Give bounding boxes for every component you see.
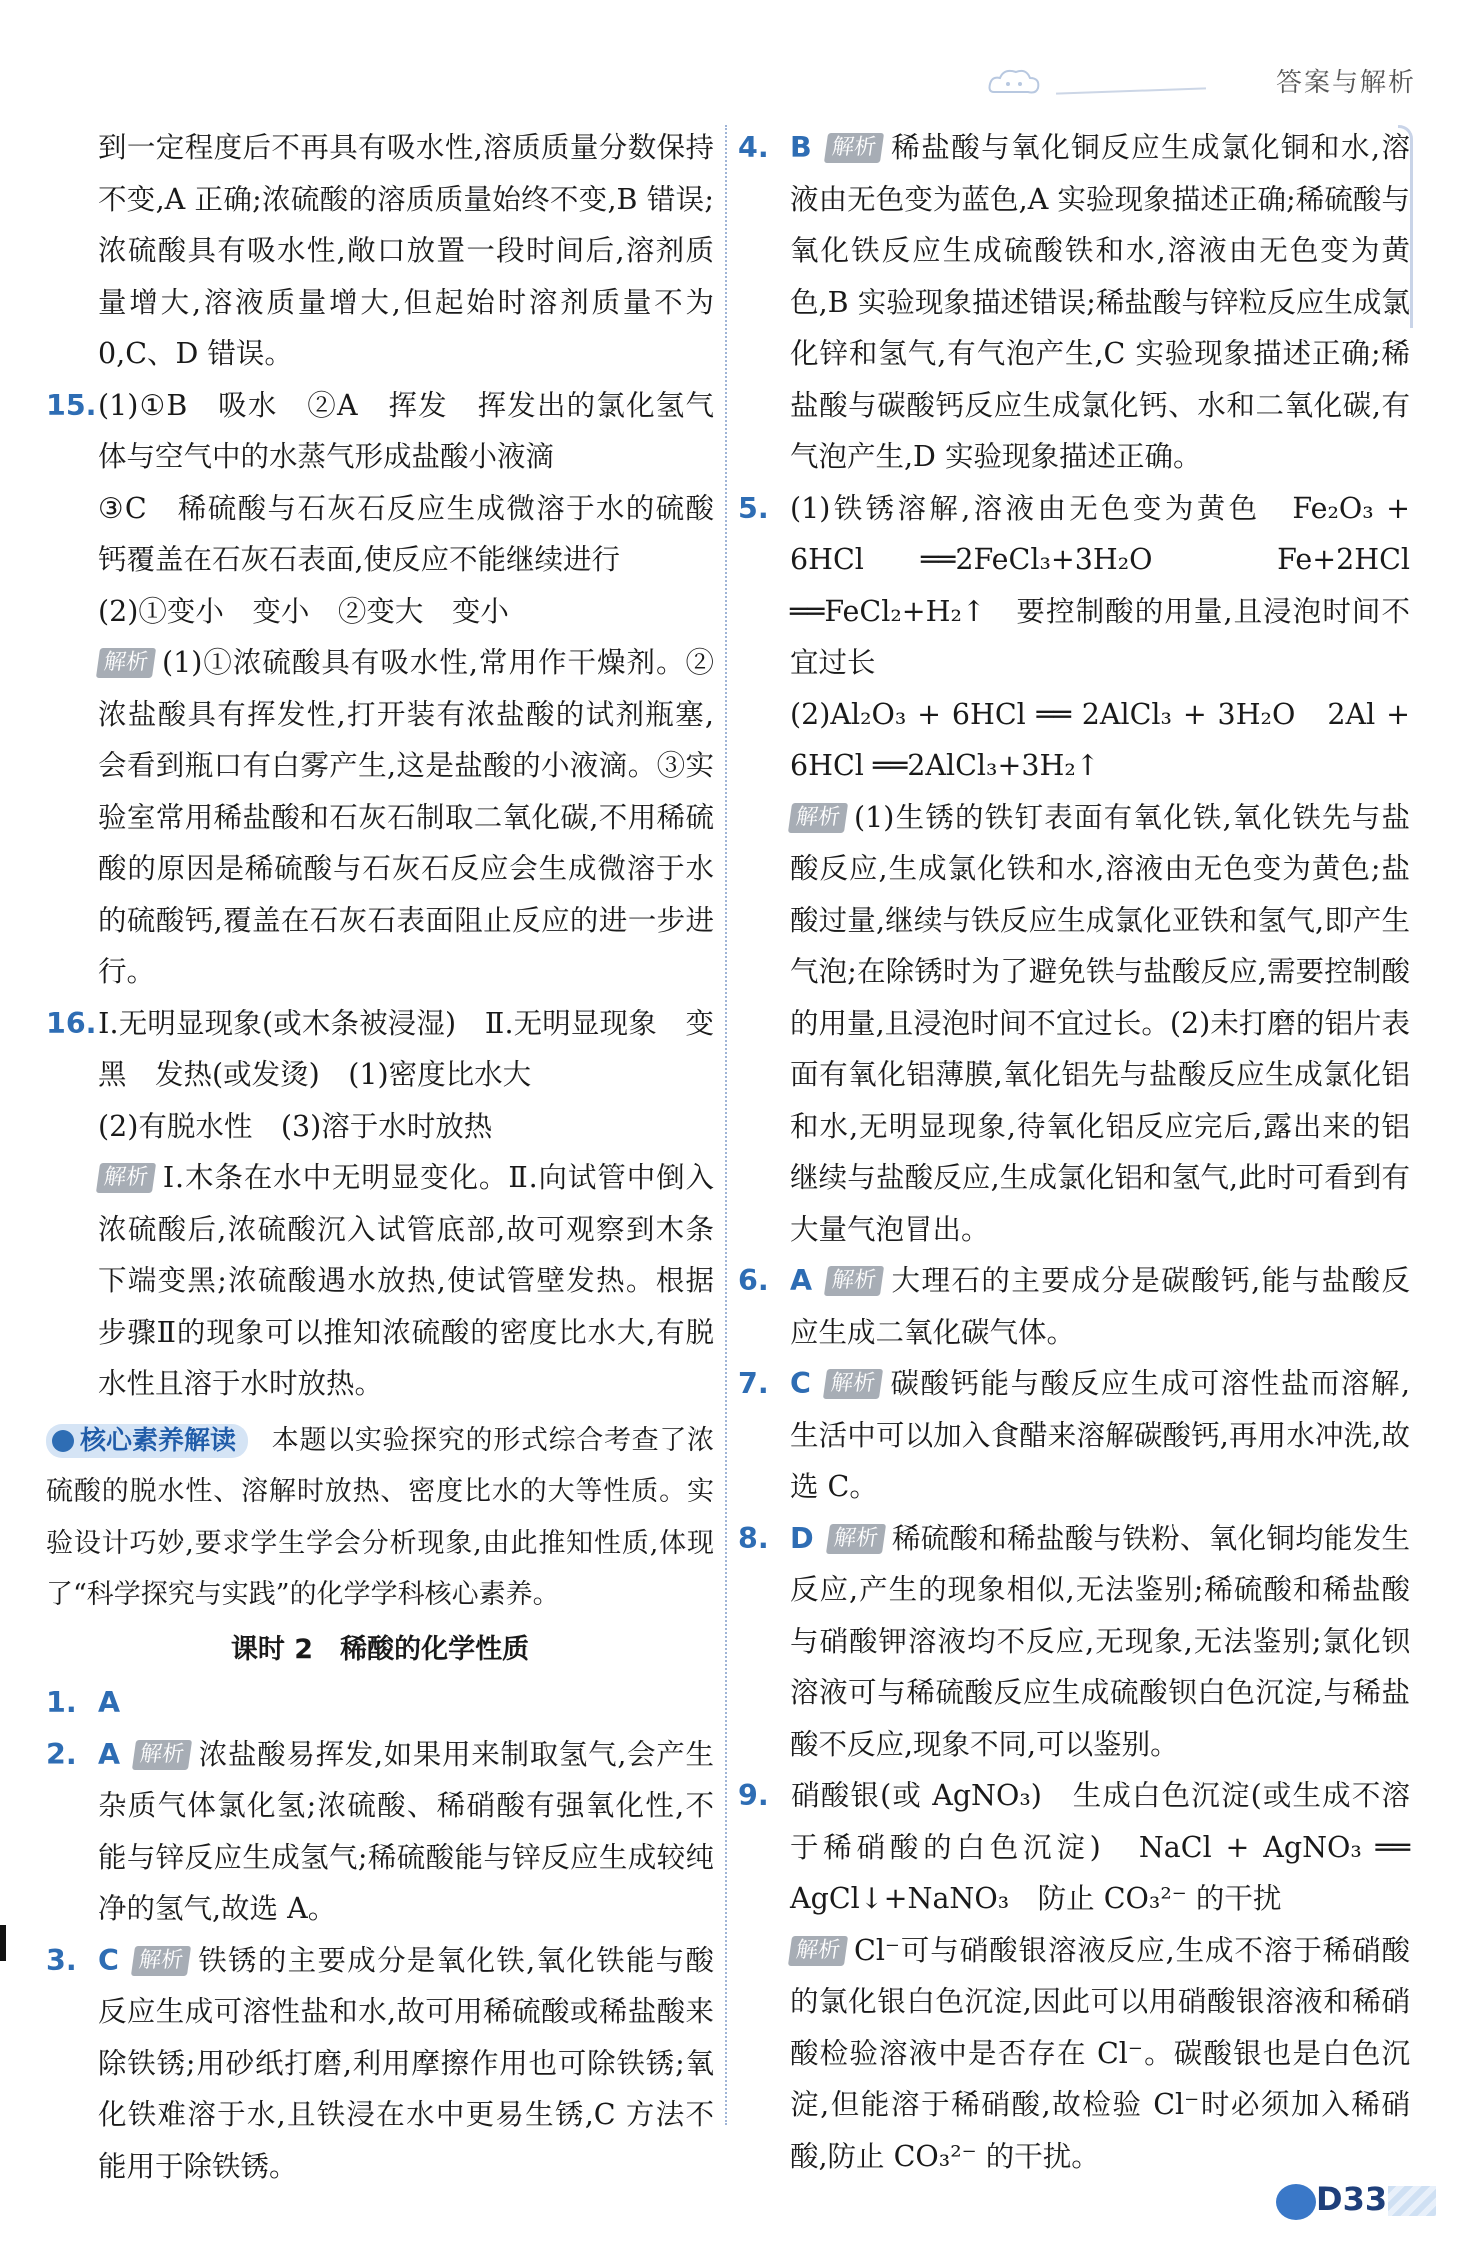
core-literacy-box bbox=[46, 1414, 714, 1620]
lesson-title: 课时 2 稀酸的化学性质 bbox=[230, 1633, 530, 1665]
question-number: 1. bbox=[46, 1686, 77, 1719]
analysis-tag: 解析 bbox=[823, 1369, 883, 1399]
cloud-figure-icon bbox=[986, 62, 1046, 102]
core-literacy-text: 本题以实验探究的形式综合考查了浓硫酸的脱水性、溶解时放热、密度比水的大等性质。实验设计巧妙,要求学生学会分析现象,由此推知性质,体现了“科学探究与实践”的化学学科核心素养。 bbox=[46, 1424, 715, 1610]
literacy-icon bbox=[52, 1430, 74, 1452]
question-number: 6. bbox=[738, 1264, 769, 1297]
analysis-text: (1)生锈的铁钉表面有氧化铁,氧化铁先与盐酸反应,生成氯化铁和水,溶液由无色变为黄色;盐酸过量,继续与铁反应生成氯化亚铁和氢气,即产生气泡;在除锈时为了避免铁与盐酸反应,需要控制酸的用量,且浸泡时间不宜过长。(2)未打磨的铝片表面有氧化铝薄膜,氧化铝先与盐酸反应生成氯化铝和水,无明显现象,待氧化铝反应完后,露出来的铝继续与盐酸反应,生成氯化铝和氢气,此时可看到有大量气泡冒出。 bbox=[790, 800, 1410, 1246]
continued-analysis: 到一定程度后不再具有吸水性,溶质质量分数保持不变,A 正确;浓硫酸的溶质质量始终不变,B 错误;浓硫酸具有吸水性,敞口放置一段时间后,溶剂质量增大,溶液质量增大,但起始时溶剂质量不为 0,C、D 错误。 bbox=[98, 131, 714, 370]
analysis-tag: 解析 bbox=[788, 803, 848, 833]
question-number: 9. bbox=[738, 1779, 769, 1812]
question-number: 7. bbox=[738, 1367, 769, 1400]
answer-text: (1)①B 吸水 ②A 挥发 挥发出的氯化氢气体与空气中的水蒸气形成盐酸小液滴 bbox=[98, 388, 714, 473]
left-column bbox=[46, 122, 714, 2192]
analysis-text: 稀盐酸与氧化铜反应生成氯化铜和水,溶液由无色变为蓝色,A 实验现象描述正确;稀硫酸与氧化铁反应生成硫酸铁和水,溶液由无色变为黄色,B 实验现象描述错误;稀盐酸与锌粒反应生成氯化锌和氢气,有气泡产生,C 实验现象描述正确;稀盐酸与碳酸钙反应生成氯化钙、水和二氧化碳,有气泡产生,D 实验现象描述正确。 bbox=[790, 131, 1410, 473]
answer-text: (1)铁锈溶解,溶液由无色变为黄色 Fe₂O₃ + 6HCl ══2FeCl₃+3H₂O Fe+2HCl ══FeCl₂+H₂↑ 要控制酸的用量,且浸泡时间不宜过长 bbox=[790, 491, 1410, 679]
analysis-tag: 解析 bbox=[824, 1266, 884, 1296]
right-column bbox=[738, 122, 1410, 2182]
answer-choice: A bbox=[98, 1686, 121, 1719]
answer-choice: D bbox=[790, 1521, 814, 1555]
analysis-text: 浓盐酸易挥发,如果用来制取氢气,会产生杂质气体氯化氢;浓硫酸、稀硝酸有强氧化性,不能与锌反应生成氢气;稀硫酸能与锌反应生成较纯净的氢气,故选 A。 bbox=[98, 1737, 714, 1925]
answer-choice: A bbox=[790, 1264, 813, 1297]
badge-label: 核心素养解读 bbox=[80, 1425, 237, 1456]
analysis-text: 稀硫酸和稀盐酸与铁粉、氧化铜均能发生反应,产生的现象相似,无法鉴别;稀硫酸和稀盐酸与硝酸钾溶液均不反应,无现象,无法鉴别;氯化钡溶液可与稀硫酸反应生成硫酸钡白色沉淀,与稀盐酸不反应,现象不同,可以鉴别。 bbox=[790, 1521, 1410, 1761]
answer-choice: C bbox=[790, 1367, 811, 1400]
analysis-text: 铁锈的主要成分是氧化铁,氧化铁能与酸反应生成可溶性盐和水,故可用稀硫酸或稀盐酸来除铁锈;用砂纸打磨,利用摩擦作用也可除铁锈;氧化铁难溶于水,且铁浸在水中更易生锈,C 方法不能用于除铁锈。 bbox=[98, 1943, 714, 2183]
page-badge-icon bbox=[1276, 2184, 1316, 2220]
page-number bbox=[1276, 2180, 1436, 2226]
question-number: 4. bbox=[738, 131, 769, 164]
question-number: 3. bbox=[46, 1943, 77, 1977]
analysis-text: Cl⁻可与硝酸银溶液反应,生成不溶于稀硝酸的氯化银白色沉淀,因此可以用硝酸银溶液和稀硝酸检验溶液中是否存在 Cl⁻。碳酸银也是白色沉淀,但能溶于稀硝酸,故检验 Cl⁻时必须加入稀硝酸,防止 CO₃²⁻ 的干扰。 bbox=[790, 1933, 1410, 2173]
answer-text: 硝酸银(或 AgNO₃) 生成白色沉淀(或生成不溶于稀硝酸的白色沉淀) NaCl + AgNO₃ ══ AgCl↓+NaNO₃ 防止 CO₃²⁻ 的干扰 bbox=[790, 1779, 1410, 1915]
question-8 bbox=[738, 1513, 1410, 1771]
answer-text: (2)有脱水性 (3)溶于水时放热 bbox=[98, 1109, 493, 1143]
question-15 bbox=[46, 380, 714, 998]
column-divider bbox=[725, 125, 727, 2125]
page-header bbox=[986, 58, 1416, 108]
question-3 bbox=[46, 1935, 714, 2193]
analysis-text: 大理石的主要成分是碳酸钙,能与盐酸反应生成二氧化碳气体。 bbox=[790, 1264, 1410, 1349]
question-number: 8. bbox=[738, 1521, 769, 1555]
analysis-tag: 解析 bbox=[131, 1946, 191, 1976]
analysis-tag: 解析 bbox=[824, 133, 884, 163]
question-number: 15. bbox=[46, 388, 97, 422]
analysis-text: 碳酸钙能与酸反应生成可溶性盐而溶解,生活中可以加入食醋来溶解碳酸钙,再用水冲洗,故选 C。 bbox=[790, 1367, 1410, 1503]
question-16 bbox=[46, 998, 714, 1410]
question-7 bbox=[738, 1358, 1410, 1513]
question-number: 5. bbox=[738, 491, 769, 525]
decorative-stripes bbox=[1388, 2186, 1436, 2216]
question-number: 16. bbox=[46, 1006, 97, 1040]
question-9 bbox=[738, 1770, 1410, 2182]
analysis-tag: 解析 bbox=[132, 1740, 192, 1770]
edge-mark bbox=[0, 1925, 6, 1961]
question-2 bbox=[46, 1729, 714, 1935]
question-4 bbox=[738, 122, 1410, 483]
answer-text: ③C 稀硫酸与石灰石反应生成微溶于水的硫酸钙覆盖在石灰石表面,使反应不能继续进行 bbox=[98, 491, 714, 576]
analysis-text: Ⅰ.木条在水中无明显变化。Ⅱ.向试管中倒入浓硫酸后,浓硫酸沉入试管底部,故可观察到木条下端变黑;浓硫酸遇水放热,使试管壁发热。根据步骤Ⅱ的现象可以推知浓硫酸的密度比水大,有脱水性且溶于水时放热。 bbox=[98, 1161, 714, 1400]
question-5 bbox=[738, 483, 1410, 1256]
header-line bbox=[1056, 87, 1206, 94]
question-number: 2. bbox=[46, 1737, 77, 1771]
answer-choice: B bbox=[790, 131, 812, 164]
answer-text: (2)①变小 变小 ②变大 变小 bbox=[98, 594, 509, 628]
analysis-tag: 解析 bbox=[826, 1524, 886, 1554]
answer-text: Ⅰ.无明显现象(或木条被浸湿) Ⅱ.无明显现象 变黑 发热(或发烫) (1)密度比水大 bbox=[98, 1006, 714, 1091]
analysis-text: (1)①浓硫酸具有吸水性,常用作干燥剂。②浓盐酸具有挥发性,打开装有浓盐酸的试剂瓶塞,会看到瓶口有白雾产生,这是盐酸的小液滴。③实验室常用稀盐酸和石灰石制取二氧化碳,不用稀硫酸的原因是稀硫酸与石灰石反应会生成微溶于水的硫酸钙,覆盖在石灰石表面阻止反应的进一步进行。 bbox=[98, 646, 714, 988]
analysis-tag: 解析 bbox=[788, 1936, 848, 1966]
analysis-tag: 解析 bbox=[96, 648, 156, 678]
section-title: 答案与解析 bbox=[1275, 68, 1416, 98]
core-literacy-badge bbox=[46, 1424, 248, 1458]
answer-choice: A bbox=[98, 1737, 121, 1771]
answer-choice: C bbox=[98, 1943, 119, 1977]
question-1 bbox=[46, 1677, 714, 1729]
page-number-text: D33 bbox=[1316, 2180, 1388, 2218]
answer-text: (2)Al₂O₃ + 6HCl ══ 2AlCl₃ + 3H₂O 2Al + 6HCl ══2AlCl₃+3H₂↑ bbox=[790, 697, 1410, 782]
analysis-tag: 解析 bbox=[96, 1163, 156, 1193]
question-6 bbox=[738, 1255, 1410, 1358]
